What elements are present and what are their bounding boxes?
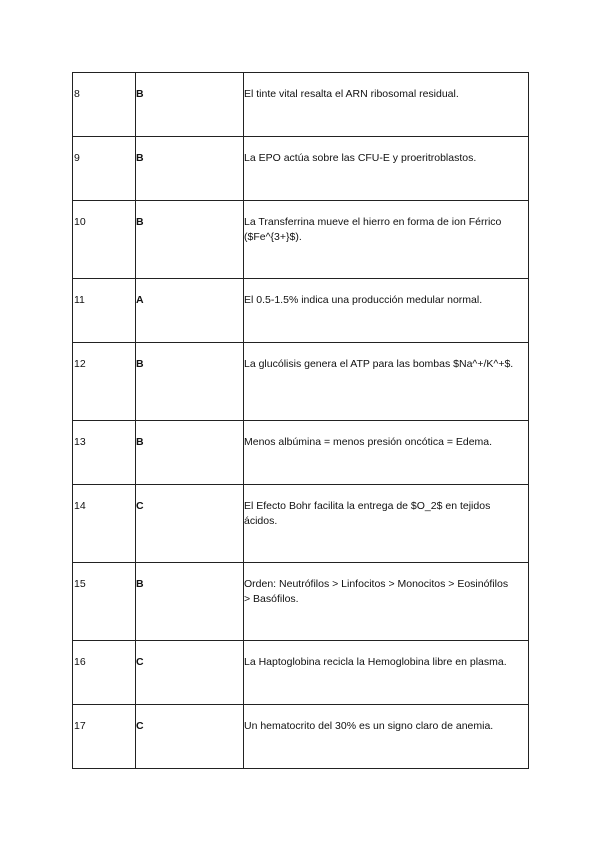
answer-letter: B [136, 137, 244, 201]
table-row [73, 641, 529, 705]
answer-letter: A [136, 279, 244, 343]
question-number: 11 [73, 279, 136, 343]
table-row [73, 201, 529, 279]
answer-explanation: La EPO actúa sobre las CFU-E y proeritroblastos. [244, 137, 529, 201]
answer-letter: B [136, 421, 244, 485]
answer-letter: C [136, 485, 244, 563]
answer-letter: B [136, 73, 244, 137]
question-number: 9 [73, 137, 136, 201]
answer-explanation: Orden: Neutrófilos > Linfocitos > Monocitos > Eosinófilos > Basófilos. [244, 563, 529, 641]
table-row [73, 421, 529, 485]
question-number: 12 [73, 343, 136, 421]
answer-explanation: El Efecto Bohr facilita la entrega de $O_2$ en tejidos ácidos. [244, 485, 529, 563]
answer-letter: C [136, 641, 244, 705]
question-number: 13 [73, 421, 136, 485]
answer-explanation: La glucólisis genera el ATP para las bombas $Na^+/K^+$. [244, 343, 529, 421]
answer-letter: B [136, 343, 244, 421]
answer-letter: B [136, 201, 244, 279]
answer-explanation: Un hematocrito del 30% es un signo claro de anemia. [244, 705, 529, 769]
question-number: 8 [73, 73, 136, 137]
table-row [73, 705, 529, 769]
answer-explanation: Menos albúmina = menos presión oncótica = Edema. [244, 421, 529, 485]
table-row [73, 343, 529, 421]
question-number: 14 [73, 485, 136, 563]
question-number: 16 [73, 641, 136, 705]
question-number: 10 [73, 201, 136, 279]
table-row [73, 279, 529, 343]
answer-explanation: El 0.5-1.5% indica una producción medular normal. [244, 279, 529, 343]
table-row [73, 73, 529, 137]
answer-explanation: La Transferrina mueve el hierro en forma de ion Férrico ($Fe^{3+}$). [244, 201, 529, 279]
table-row [73, 485, 529, 563]
question-number: 17 [73, 705, 136, 769]
question-number: 15 [73, 563, 136, 641]
table-row [73, 137, 529, 201]
answer-key-table [72, 72, 529, 769]
answer-letter: C [136, 705, 244, 769]
answer-letter: B [136, 563, 244, 641]
answer-explanation: El tinte vital resalta el ARN ribosomal residual. [244, 73, 529, 137]
table-row [73, 563, 529, 641]
answer-explanation: La Haptoglobina recicla la Hemoglobina libre en plasma. [244, 641, 529, 705]
